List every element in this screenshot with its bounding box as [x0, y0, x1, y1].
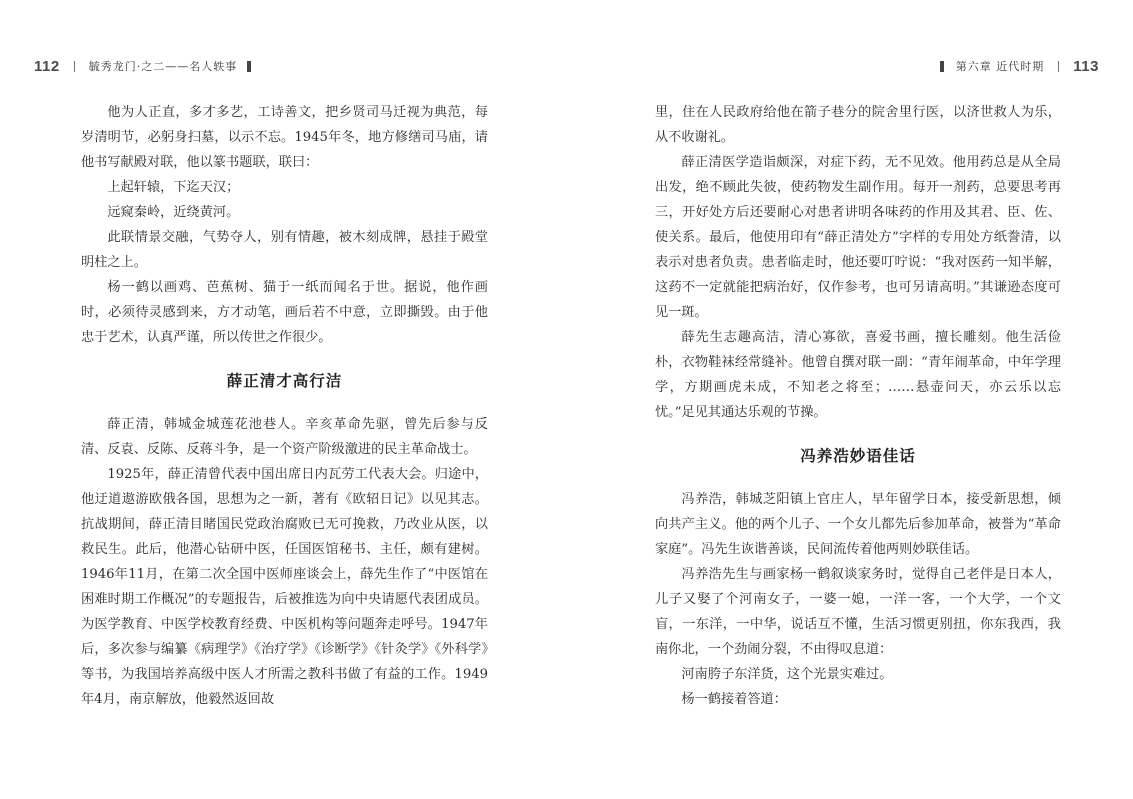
paragraph: 杨一鹤接着答道：	[681, 692, 787, 707]
paragraph: 薛正清医学造诣颇深，对症下药，无不见效。他用药总是从全局出发，绝不顾此失彼，使药物发生副作用。每开一剂药，总要思考再三，开好处方后还要耐心对患者讲明各味药的作用及其君、臣、佐、使关系。最后，他使用印有“薛正清处方”字样的专用处方纸誊清，以表示对患者负责。患者临走时，他还要叮咛说：“我对医药一知半解，这药不一定就能把病治好，仅作参考，也可另请高明。”其谦逊态度可见一斑。	[655, 155, 1061, 320]
couplet-line: 远窥秦岭，近绕黄河。	[107, 205, 240, 220]
right-body-text	[655, 100, 1061, 712]
paragraph: 杨一鹤以画鸡、芭蕉树、猫于一纸而闻名于世。据说，他作画时，必须待灵感到来，方才动笔，画后若不中意，立即撕毁。由于他忠于艺术，认真严谨，所以传世之作很少。	[81, 280, 488, 345]
paragraph: 1925年，薛正清曾代表中国出席日内瓦劳工代表大会。归途中，他迂道遨游欧俄各国，思想为之一新，著有《欧轺日记》以见其志。抗战期间，薛正清目睹国民党政治腐败已无可挽救，乃改业从医，以救民生。此后，他潜心钻研中医，任国医馆秘书、主任，颇有建树。1946年11月，在第二次全国中医师座谈会上，薛先生作了“中医馆在困难时期工作概况”的专题报告，后被推选为向中央请愿代表团成员。为医学教育、中医学校教育经费、中医机构等问题奔走呼号。1947年后，多次参与编纂《病理学》《治疗学》《诊断学》《针灸学》《外科学》等书，为我国培养高级中医人才所需之教科书做了有益的工作。1949年4月，南京解放，他毅然返回故	[81, 467, 488, 707]
left-body-text	[81, 100, 488, 712]
left-running-title: 毓秀龙门·之二——名人轶事	[88, 60, 238, 73]
paragraph: 此联情景交融，气势夺人，别有情趣，被木刻成牌，悬挂于殿堂明柱之上。	[81, 230, 488, 270]
right-page	[566, 0, 1133, 799]
right-running-title: 第六章 近代时期	[955, 60, 1045, 73]
header-marker	[940, 61, 944, 72]
paragraph: 冯养浩先生与画家杨一鹤叙谈家务时，觉得自己老伴是日本人，儿子又娶了个河南女子，一婆一媳，一洋一客，一个大学，一个文盲，一东洋，一中华，说话互不懂，生活习惯更别扭，你东我西，我南你北，一个劲闹分裂，不由得叹息道：	[655, 567, 1061, 657]
section-heading: 冯养浩妙语佳话	[800, 447, 916, 465]
section-heading: 薛正清才高行洁	[226, 372, 343, 390]
paragraph: 冯养浩，韩城芝阳镇上官庄人，早年留学日本，接受新思想，倾向共产主义。他的两个儿子、一个女儿都先后参加革命，被誉为“革命家庭”。冯先生诙谐善谈，民间流传着他两则妙联佳话。	[655, 492, 1061, 557]
right-page-number: 113	[1073, 57, 1099, 75]
right-page-header	[940, 54, 1099, 78]
header-marker	[247, 61, 251, 72]
paragraph: 薛先生志趣高洁，清心寡欲，喜爱书画，擅长雕刻。他生活俭朴，衣物鞋袜经常缝补。他曾自撰对联一副：“青年闹革命，中年学理学，方期画虎未成，不知老之将至；……悬壶问天，亦云乐以忘忧。”足见其通达乐观的节操。	[655, 330, 1061, 420]
header-divider	[74, 61, 75, 72]
paragraph: 他为人正直，多才多艺，工诗善文，把乡贤司马迁视为典范，每岁清明节，必躬身扫墓，以示不忘。1945年冬，地方修缮司马庙，请他书写献殿对联，他以篆书题联，联曰：	[81, 105, 488, 170]
verse-line: 河南胯子东洋货，这个光景实难过。	[681, 667, 893, 682]
paragraph-continuation: 里，住在人民政府给他在箭子巷分的院舍里行医，以济世救人为乐，从不收谢礼。	[655, 105, 1061, 145]
left-page-header	[34, 54, 251, 78]
couplet-line: 上起轩辕，下迄天汉；	[107, 180, 240, 195]
header-divider	[1058, 61, 1059, 72]
left-page	[0, 0, 566, 799]
paragraph: 薛正清，韩城金城莲花池巷人。辛亥革命先驱，曾先后参与反清、反袁、反陈、反蒋斗争，是一个资产阶级激进的民主革命战士。	[81, 417, 488, 457]
left-page-number: 112	[34, 57, 60, 75]
